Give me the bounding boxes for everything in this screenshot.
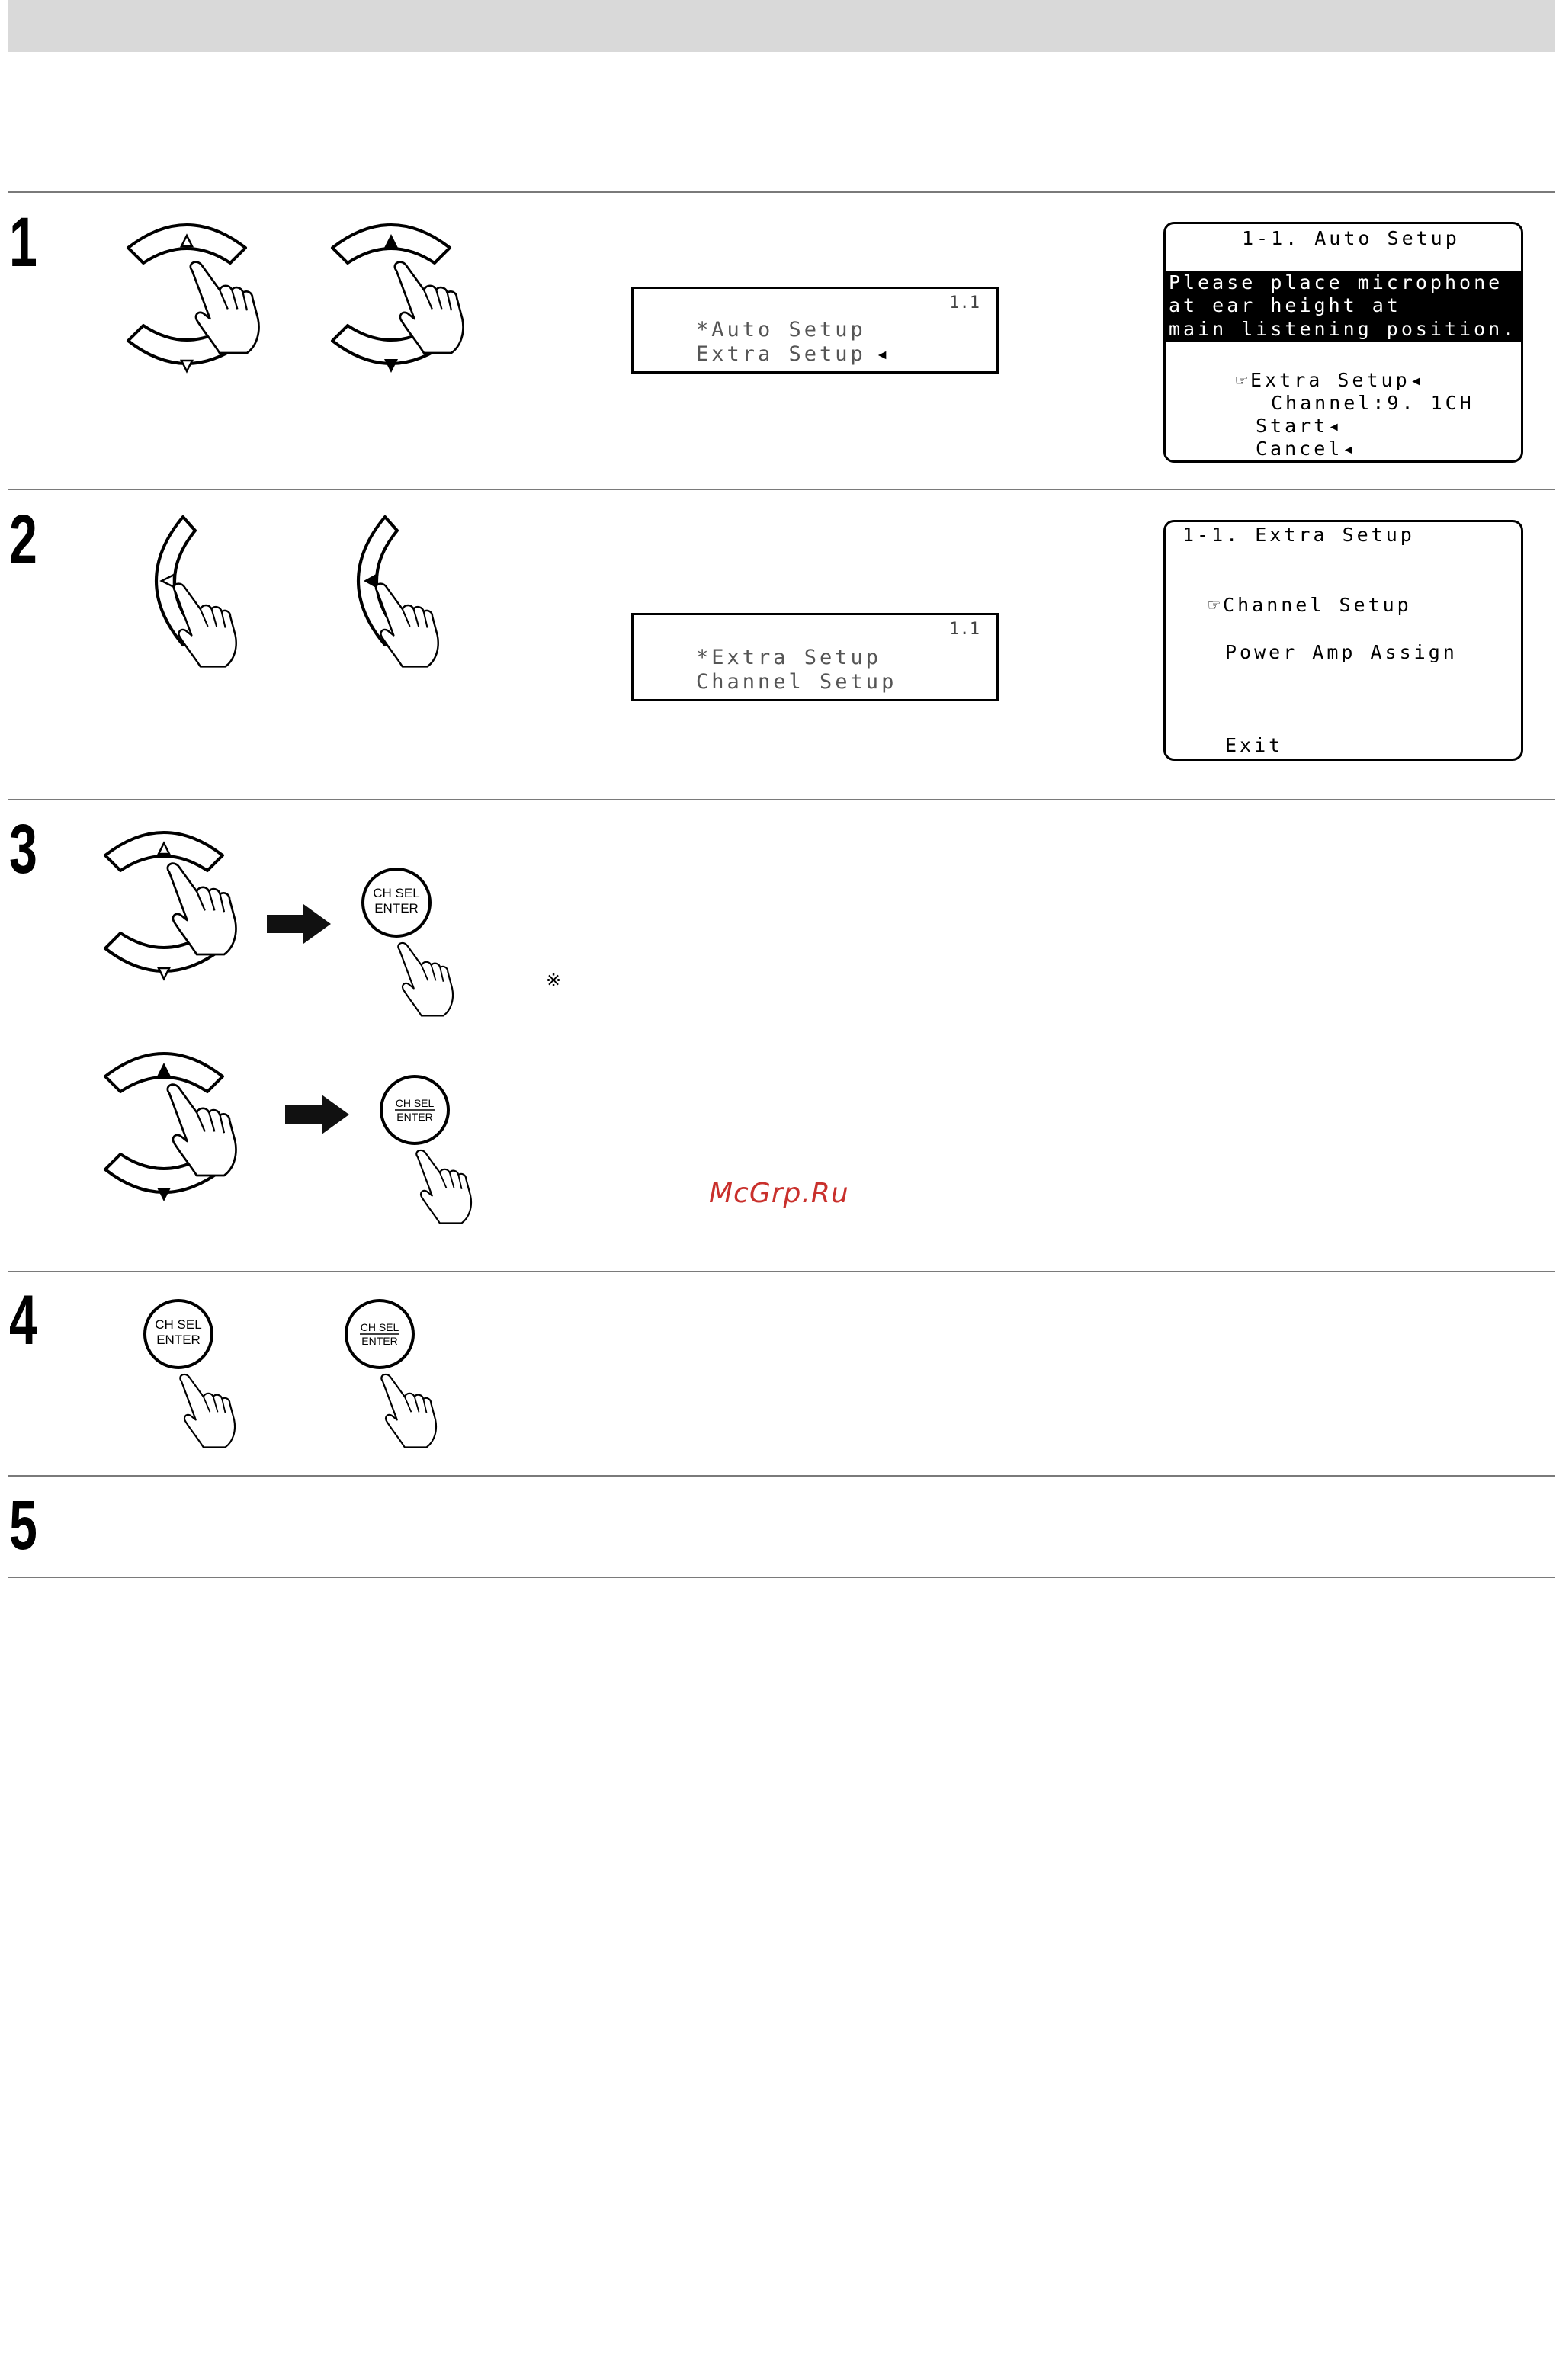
- front-display: [631, 287, 999, 374]
- note-mark: ※: [546, 970, 562, 991]
- display-line: Extra Setup: [696, 342, 866, 366]
- message-line: Please place microphone: [1169, 271, 1503, 293]
- hand-icon: [168, 864, 236, 954]
- menu-item-channel: Channel:9. 1CH: [1271, 392, 1474, 414]
- enter-button-illustration: [378, 1072, 492, 1201]
- arrow-right-icon: [267, 901, 335, 947]
- on-screen-menu: [1163, 222, 1523, 463]
- enter-button-illustration: [360, 864, 474, 994]
- header-bar: [8, 0, 1555, 52]
- display-cursor-icon: ◂: [876, 342, 892, 366]
- enter-button-label: CH SEL ENTER: [373, 886, 420, 916]
- enter-button-label: CH SEL ENTER: [155, 1317, 202, 1347]
- menu-item-channel-setup: ☞Channel Setup: [1208, 594, 1412, 616]
- menu-item-cancel: Cancel◂: [1256, 438, 1358, 460]
- display-line: *Auto Setup: [696, 318, 866, 342]
- divider: [8, 191, 1555, 193]
- display-line: *Extra Setup: [696, 646, 882, 669]
- up-down-button-illustration: [99, 1046, 236, 1221]
- menu-item-power-amp-assign: Power Amp Assign: [1225, 641, 1458, 663]
- left-button-illustration: [145, 512, 252, 665]
- step-number: 1: [9, 204, 37, 281]
- hand-icon: [180, 1374, 235, 1447]
- down-triangle-filled-icon: [157, 1188, 171, 1201]
- display-indicator: 1.1: [949, 293, 980, 313]
- divider: [8, 1271, 1555, 1272]
- step-number: 5: [9, 1487, 37, 1564]
- step-number: 4: [9, 1281, 37, 1359]
- up-down-button-illustration: [99, 825, 236, 1000]
- menu-item-start: Start◂: [1256, 415, 1343, 437]
- display-indicator: 1.1: [949, 620, 980, 639]
- left-button-illustration: [347, 512, 454, 665]
- message-line: at ear height at: [1169, 294, 1401, 316]
- step-number: 2: [9, 501, 37, 579]
- divider: [8, 1577, 1555, 1578]
- enter-button-label: CH SEL ENTER: [395, 1097, 435, 1123]
- up-down-button-illustration: [122, 217, 259, 393]
- arrow-right-icon: [285, 1092, 354, 1137]
- divider: [8, 1475, 1555, 1477]
- menu-item-extra-setup: ☞Extra Setup◂: [1236, 369, 1425, 391]
- down-triangle-icon: [181, 361, 192, 371]
- message-line: main listening position.: [1169, 318, 1518, 340]
- enter-button-illustration: [142, 1296, 256, 1426]
- step-number: 3: [9, 810, 37, 888]
- watermark: McGrp.Ru: [709, 1178, 849, 1209]
- down-triangle-icon: [159, 968, 169, 979]
- on-screen-menu: [1163, 520, 1523, 761]
- divider: [8, 489, 1555, 490]
- divider: [8, 799, 1555, 800]
- enter-button-illustration: [343, 1296, 457, 1426]
- menu-title: 1-1. Extra Setup: [1182, 524, 1415, 546]
- hand-icon: [381, 1374, 436, 1447]
- hand-icon: [168, 1085, 236, 1176]
- message-highlight: [1166, 271, 1521, 342]
- hand-icon: [416, 1150, 471, 1223]
- up-down-button-illustration: [326, 217, 464, 393]
- front-display: [631, 613, 999, 701]
- menu-item-exit: Exit: [1225, 734, 1284, 756]
- menu-title: 1-1. Auto Setup: [1242, 227, 1460, 249]
- enter-button-label: CH SEL ENTER: [360, 1321, 399, 1347]
- hand-icon: [398, 943, 453, 1015]
- display-line: Channel Setup: [696, 670, 897, 694]
- down-triangle-filled-icon: [384, 359, 398, 373]
